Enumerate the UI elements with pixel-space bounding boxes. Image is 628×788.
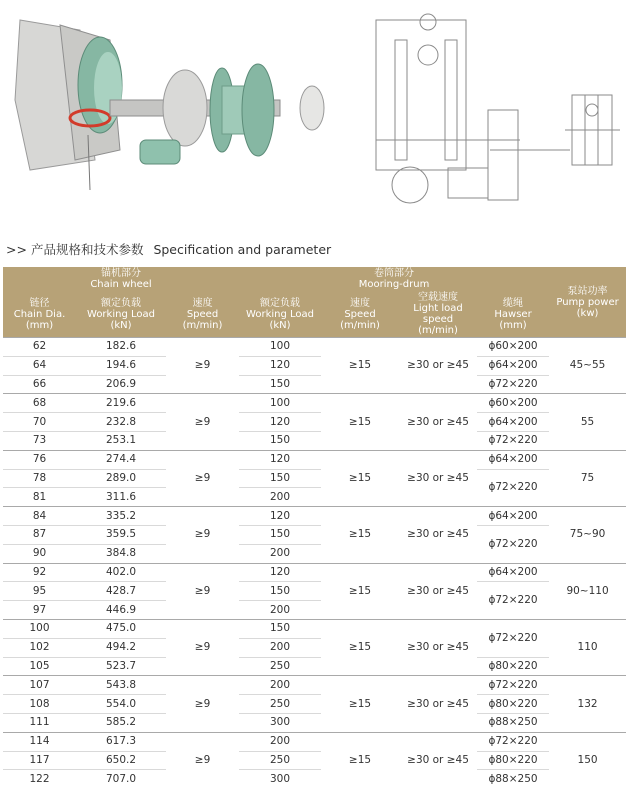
pump-power-cell: 75 bbox=[549, 450, 626, 506]
chain-dia-cell: 66 bbox=[3, 375, 76, 394]
header-cn: 锚机部分 bbox=[4, 268, 238, 279]
md-load-cell: 150 bbox=[239, 469, 321, 488]
chain-dia-cell: 122 bbox=[3, 770, 76, 788]
header-en: Speed bbox=[322, 309, 398, 320]
hawser-cell: ϕ80×220 bbox=[477, 657, 549, 676]
table-row bbox=[3, 563, 626, 582]
pump-power-header bbox=[549, 267, 626, 338]
hawser-header bbox=[477, 291, 549, 338]
technical-drawing-front bbox=[376, 14, 570, 203]
table-row bbox=[3, 619, 626, 638]
header-cn: 额定负载 bbox=[240, 298, 320, 309]
cw-load-cell: 311.6 bbox=[76, 488, 166, 507]
table-row bbox=[3, 770, 626, 788]
heading-cn: 产品规格和技术参数 bbox=[31, 242, 144, 257]
md-load-cell: 200 bbox=[239, 544, 321, 563]
header-unit: (kN) bbox=[77, 320, 165, 331]
header-en: Mooring-drum bbox=[240, 279, 548, 290]
pump-power-cell: 90~110 bbox=[549, 563, 626, 619]
table-row bbox=[3, 732, 626, 751]
cw-load-cell: 194.6 bbox=[76, 356, 166, 375]
cw-load-cell: 359.5 bbox=[76, 525, 166, 544]
pump-power-cell: 75~90 bbox=[549, 507, 626, 563]
header-cn: 额定负载 bbox=[77, 298, 165, 309]
hawser-cell: ϕ64×200 bbox=[477, 563, 549, 582]
md-load-cell: 100 bbox=[239, 394, 321, 413]
md-speed-cell: ≥15 bbox=[321, 732, 399, 788]
cw-load-cell: 428.7 bbox=[76, 582, 166, 601]
header-en: Chain Dia. bbox=[4, 309, 75, 320]
md-load-cell: 150 bbox=[239, 619, 321, 638]
cw-load-cell: 289.0 bbox=[76, 469, 166, 488]
pump-power-cell: 132 bbox=[549, 676, 626, 732]
table-row bbox=[3, 450, 626, 469]
chain-dia-cell: 107 bbox=[3, 676, 76, 695]
table-row bbox=[3, 676, 626, 695]
table-row bbox=[3, 394, 626, 413]
hawser-cell: ϕ60×200 bbox=[477, 394, 549, 413]
header-unit: (m/min) bbox=[167, 320, 238, 331]
chain-dia-cell: 95 bbox=[3, 582, 76, 601]
hawser-cell: ϕ72×220 bbox=[477, 582, 549, 620]
header-unit: (kN) bbox=[240, 320, 320, 331]
chain-dia-cell: 62 bbox=[3, 338, 76, 357]
product-illustration bbox=[0, 0, 628, 215]
spec-table-header bbox=[3, 267, 626, 338]
md-speed-header bbox=[321, 291, 399, 338]
hawser-cell: ϕ72×220 bbox=[477, 525, 549, 563]
cw-load-cell: 232.8 bbox=[76, 413, 166, 432]
md-load-cell: 250 bbox=[239, 695, 321, 714]
chain-dia-cell: 100 bbox=[3, 619, 76, 638]
md-load-cell: 150 bbox=[239, 582, 321, 601]
cw-load-cell: 475.0 bbox=[76, 619, 166, 638]
table-row bbox=[3, 657, 626, 676]
header-en: Hawser bbox=[478, 309, 548, 320]
cw-load-cell: 206.9 bbox=[76, 375, 166, 394]
table-row bbox=[3, 356, 626, 375]
hawser-cell: ϕ72×220 bbox=[477, 375, 549, 394]
pump-power-cell: 55 bbox=[549, 394, 626, 450]
cw-speed-cell: ≥9 bbox=[166, 507, 239, 563]
hawser-cell: ϕ64×200 bbox=[477, 450, 549, 469]
spec-table-body bbox=[3, 338, 626, 788]
header-cn: 缆绳 bbox=[478, 298, 548, 309]
heading-prefix: >> bbox=[6, 242, 27, 257]
table-row bbox=[3, 525, 626, 544]
md-load-cell: 120 bbox=[239, 450, 321, 469]
md-load-cell: 150 bbox=[239, 431, 321, 450]
md-load-cell: 200 bbox=[239, 676, 321, 695]
cw-speed-cell: ≥9 bbox=[166, 338, 239, 394]
chain-wheel-group-header bbox=[3, 267, 239, 291]
table-row bbox=[3, 469, 626, 488]
header-cn: 泵站功率 bbox=[550, 286, 625, 297]
hawser-cell: ϕ72×220 bbox=[477, 619, 549, 657]
header-en: Speed bbox=[167, 309, 238, 320]
chain-dia-cell: 70 bbox=[3, 413, 76, 432]
pump-power-cell: 45~55 bbox=[549, 338, 626, 394]
md-load-cell: 120 bbox=[239, 563, 321, 582]
md-load-cell: 200 bbox=[239, 638, 321, 657]
cw-load-cell: 494.2 bbox=[76, 638, 166, 657]
md-load-cell: 200 bbox=[239, 601, 321, 620]
pump-power-cell: 110 bbox=[549, 619, 626, 675]
md-load-cell: 250 bbox=[239, 657, 321, 676]
cw-load-cell: 219.6 bbox=[76, 394, 166, 413]
table-row bbox=[3, 431, 626, 450]
hawser-cell: ϕ88×250 bbox=[477, 713, 549, 732]
chain-dia-cell: 108 bbox=[3, 695, 76, 714]
mooring-group-header bbox=[239, 267, 549, 291]
md-speed-cell: ≥15 bbox=[321, 619, 399, 675]
light-speed-cell: ≥30 or ≥45 bbox=[399, 338, 477, 394]
hawser-cell: ϕ72×220 bbox=[477, 732, 549, 751]
cw-load-cell: 335.2 bbox=[76, 507, 166, 526]
light-speed-cell: ≥30 or ≥45 bbox=[399, 450, 477, 506]
header-cn: 空载速度 bbox=[400, 292, 476, 303]
chain-dia-header bbox=[3, 291, 76, 338]
header-cn: 速度 bbox=[167, 298, 238, 309]
chain-dia-cell: 64 bbox=[3, 356, 76, 375]
chain-dia-cell: 97 bbox=[3, 601, 76, 620]
md-speed-cell: ≥15 bbox=[321, 394, 399, 450]
chain-dia-cell: 102 bbox=[3, 638, 76, 657]
cw-speed-header bbox=[166, 291, 239, 338]
header-unit: (m/min) bbox=[322, 320, 398, 331]
hawser-cell: ϕ64×200 bbox=[477, 507, 549, 526]
table-row bbox=[3, 713, 626, 732]
table-row bbox=[3, 695, 626, 714]
header-en: Pump power bbox=[550, 297, 625, 308]
header-en: Chain wheel bbox=[4, 279, 238, 290]
windlass-3d-render bbox=[15, 20, 324, 190]
md-load-cell: 150 bbox=[239, 525, 321, 544]
hawser-cell: ϕ64×200 bbox=[477, 356, 549, 375]
chain-dia-cell: 105 bbox=[3, 657, 76, 676]
header-unit: (mm) bbox=[4, 320, 75, 331]
light-speed-cell: ≥30 or ≥45 bbox=[399, 732, 477, 788]
chain-dia-cell: 117 bbox=[3, 751, 76, 770]
chain-dia-cell: 76 bbox=[3, 450, 76, 469]
light-speed-cell: ≥30 or ≥45 bbox=[399, 676, 477, 732]
heading-en: Specification and parameter bbox=[153, 242, 331, 257]
header-unit: (m/min) bbox=[400, 325, 476, 336]
table-row bbox=[3, 413, 626, 432]
md-speed-cell: ≥15 bbox=[321, 563, 399, 619]
md-load-cell: 120 bbox=[239, 356, 321, 375]
light-speed-header bbox=[399, 291, 477, 338]
light-speed-cell: ≥30 or ≥45 bbox=[399, 619, 477, 675]
md-load-cell: 200 bbox=[239, 488, 321, 507]
header-cn: 速度 bbox=[322, 298, 398, 309]
hawser-cell: ϕ60×200 bbox=[477, 338, 549, 357]
header-cn: 卷筒部分 bbox=[240, 268, 548, 279]
header-cn: 链径 bbox=[4, 298, 75, 309]
hawser-cell: ϕ88×250 bbox=[477, 770, 549, 788]
light-speed-cell: ≥30 or ≥45 bbox=[399, 507, 477, 563]
chain-dia-cell: 73 bbox=[3, 431, 76, 450]
cw-load-cell: 543.8 bbox=[76, 676, 166, 695]
md-load-cell: 300 bbox=[239, 713, 321, 732]
md-load-cell: 120 bbox=[239, 413, 321, 432]
header-en: Working Load bbox=[77, 309, 165, 320]
md-load-cell: 200 bbox=[239, 732, 321, 751]
header-unit: (kw) bbox=[550, 308, 625, 319]
table-row bbox=[3, 751, 626, 770]
light-speed-cell: ≥30 or ≥45 bbox=[399, 394, 477, 450]
cw-load-cell: 523.7 bbox=[76, 657, 166, 676]
cw-speed-cell: ≥9 bbox=[166, 450, 239, 506]
spec-table bbox=[3, 267, 626, 788]
md-load-cell: 300 bbox=[239, 770, 321, 788]
chain-dia-cell: 92 bbox=[3, 563, 76, 582]
md-load-cell: 150 bbox=[239, 375, 321, 394]
cw-load-cell: 182.6 bbox=[76, 338, 166, 357]
cw-load-cell: 274.4 bbox=[76, 450, 166, 469]
chain-dia-cell: 87 bbox=[3, 525, 76, 544]
chain-dia-cell: 78 bbox=[3, 469, 76, 488]
pump-power-cell: 150 bbox=[549, 732, 626, 788]
md-load-cell: 250 bbox=[239, 751, 321, 770]
hawser-cell: ϕ72×220 bbox=[477, 431, 549, 450]
table-row bbox=[3, 338, 626, 357]
table-row bbox=[3, 375, 626, 394]
hawser-cell: ϕ72×220 bbox=[477, 676, 549, 695]
md-speed-cell: ≥15 bbox=[321, 676, 399, 732]
cw-speed-cell: ≥9 bbox=[166, 676, 239, 732]
md-load-cell: 120 bbox=[239, 507, 321, 526]
cw-load-cell: 650.2 bbox=[76, 751, 166, 770]
table-row bbox=[3, 507, 626, 526]
hawser-cell: ϕ80×220 bbox=[477, 751, 549, 770]
chain-dia-cell: 111 bbox=[3, 713, 76, 732]
header-en: Working Load bbox=[240, 309, 320, 320]
chain-dia-cell: 81 bbox=[3, 488, 76, 507]
md-load-cell: 100 bbox=[239, 338, 321, 357]
technical-drawing-side bbox=[565, 95, 620, 165]
cw-speed-cell: ≥9 bbox=[166, 619, 239, 675]
cw-load-cell: 707.0 bbox=[76, 770, 166, 788]
cw-load-cell: 384.8 bbox=[76, 544, 166, 563]
md-speed-cell: ≥15 bbox=[321, 507, 399, 563]
hawser-cell: ϕ64×200 bbox=[477, 413, 549, 432]
cw-load-cell: 446.9 bbox=[76, 601, 166, 620]
chain-dia-cell: 90 bbox=[3, 544, 76, 563]
md-speed-cell: ≥15 bbox=[321, 338, 399, 394]
cw-load-header bbox=[76, 291, 166, 338]
cw-speed-cell: ≥9 bbox=[166, 394, 239, 450]
hawser-cell: ϕ72×220 bbox=[477, 469, 549, 507]
header-unit: (mm) bbox=[478, 320, 548, 331]
header-en: Light load speed bbox=[400, 303, 476, 325]
cw-speed-cell: ≥9 bbox=[166, 732, 239, 788]
cw-load-cell: 402.0 bbox=[76, 563, 166, 582]
cw-load-cell: 585.2 bbox=[76, 713, 166, 732]
chain-dia-cell: 68 bbox=[3, 394, 76, 413]
md-speed-cell: ≥15 bbox=[321, 450, 399, 506]
hawser-cell: ϕ80×220 bbox=[477, 695, 549, 714]
section-heading bbox=[6, 240, 331, 258]
cw-load-cell: 253.1 bbox=[76, 431, 166, 450]
cw-load-cell: 617.3 bbox=[76, 732, 166, 751]
light-speed-cell: ≥30 or ≥45 bbox=[399, 563, 477, 619]
chain-dia-cell: 84 bbox=[3, 507, 76, 526]
md-load-header bbox=[239, 291, 321, 338]
table-row bbox=[3, 582, 626, 601]
cw-speed-cell: ≥9 bbox=[166, 563, 239, 619]
cw-load-cell: 554.0 bbox=[76, 695, 166, 714]
chain-dia-cell: 114 bbox=[3, 732, 76, 751]
